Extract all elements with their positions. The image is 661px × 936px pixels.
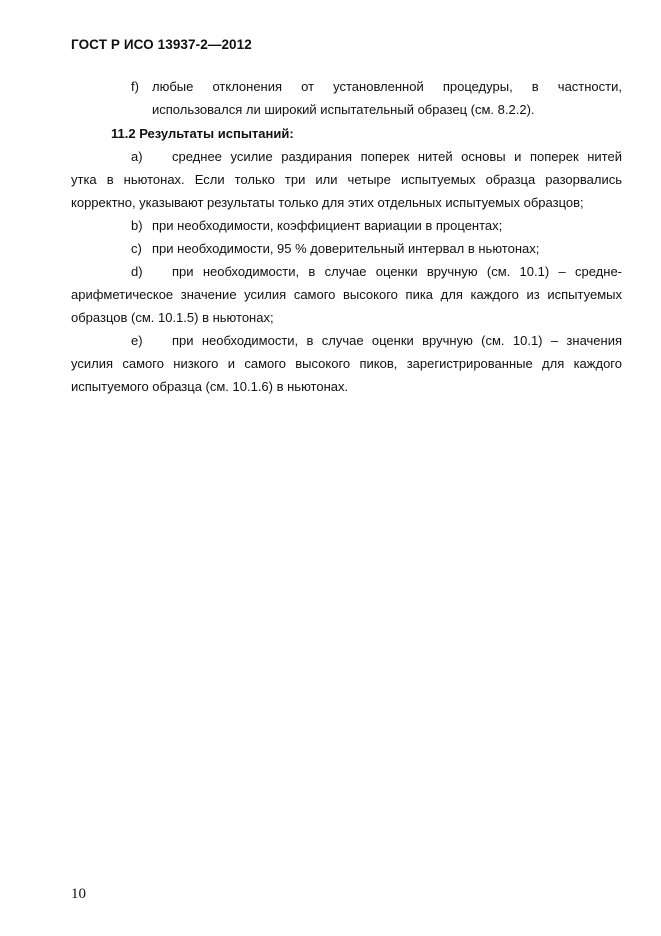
list-marker-a: a)	[131, 149, 143, 164]
item-a-line-1: среднее усилие раздирания поперек нитей основы и поперек нитей	[172, 149, 622, 164]
item-f-line-2: использовался ли широкий испытательный образец (см. 8.2.2).	[152, 102, 535, 117]
item-b-text: при необходимости, коэффициент вариации в процентах;	[152, 218, 503, 233]
list-marker-e: e)	[131, 333, 143, 348]
item-e-line-1: при необходимости, в случае оценки вручную (см. 10.1) – значения	[172, 333, 622, 348]
item-e-line-2: усилия самого низкого и самого высокого пиков, зарегистрированные для каждого	[71, 356, 622, 371]
item-a-line-2: утка в ньютонах. Если только три или четыре испытуемых образца разорвались	[71, 172, 622, 187]
item-a-line-3: корректно, указывают результаты только для этих отдельных испытуемых образцов;	[71, 195, 584, 210]
page-number: 10	[71, 886, 86, 902]
list-marker-b: b)	[131, 218, 143, 233]
document-header: ГОСТ Р ИСО 13937-2—2012	[71, 37, 252, 52]
item-c-text: при необходимости, 95 % доверительный интервал в ньютонах;	[152, 241, 540, 256]
list-marker-f: f)	[131, 79, 139, 94]
section-heading: 11.2 Результаты испытаний:	[111, 126, 294, 141]
item-d-line-2: арифметическое значение усилия самого высокого пика для каждого из испытуемых	[71, 287, 622, 302]
item-e-line-3: испытуемого образца (см. 10.1.6) в ньютонах.	[71, 379, 349, 394]
item-d-line-3: образцов (см. 10.1.5) в ньютонах;	[71, 310, 274, 325]
list-marker-c: c)	[131, 241, 142, 256]
list-marker-d: d)	[131, 264, 143, 279]
item-f-line-1: любые отклонения от установленной процедуры, в частности,	[152, 79, 622, 94]
item-d-line-1: при необходимости, в случае оценки вручную (см. 10.1) – средне-	[172, 264, 622, 279]
